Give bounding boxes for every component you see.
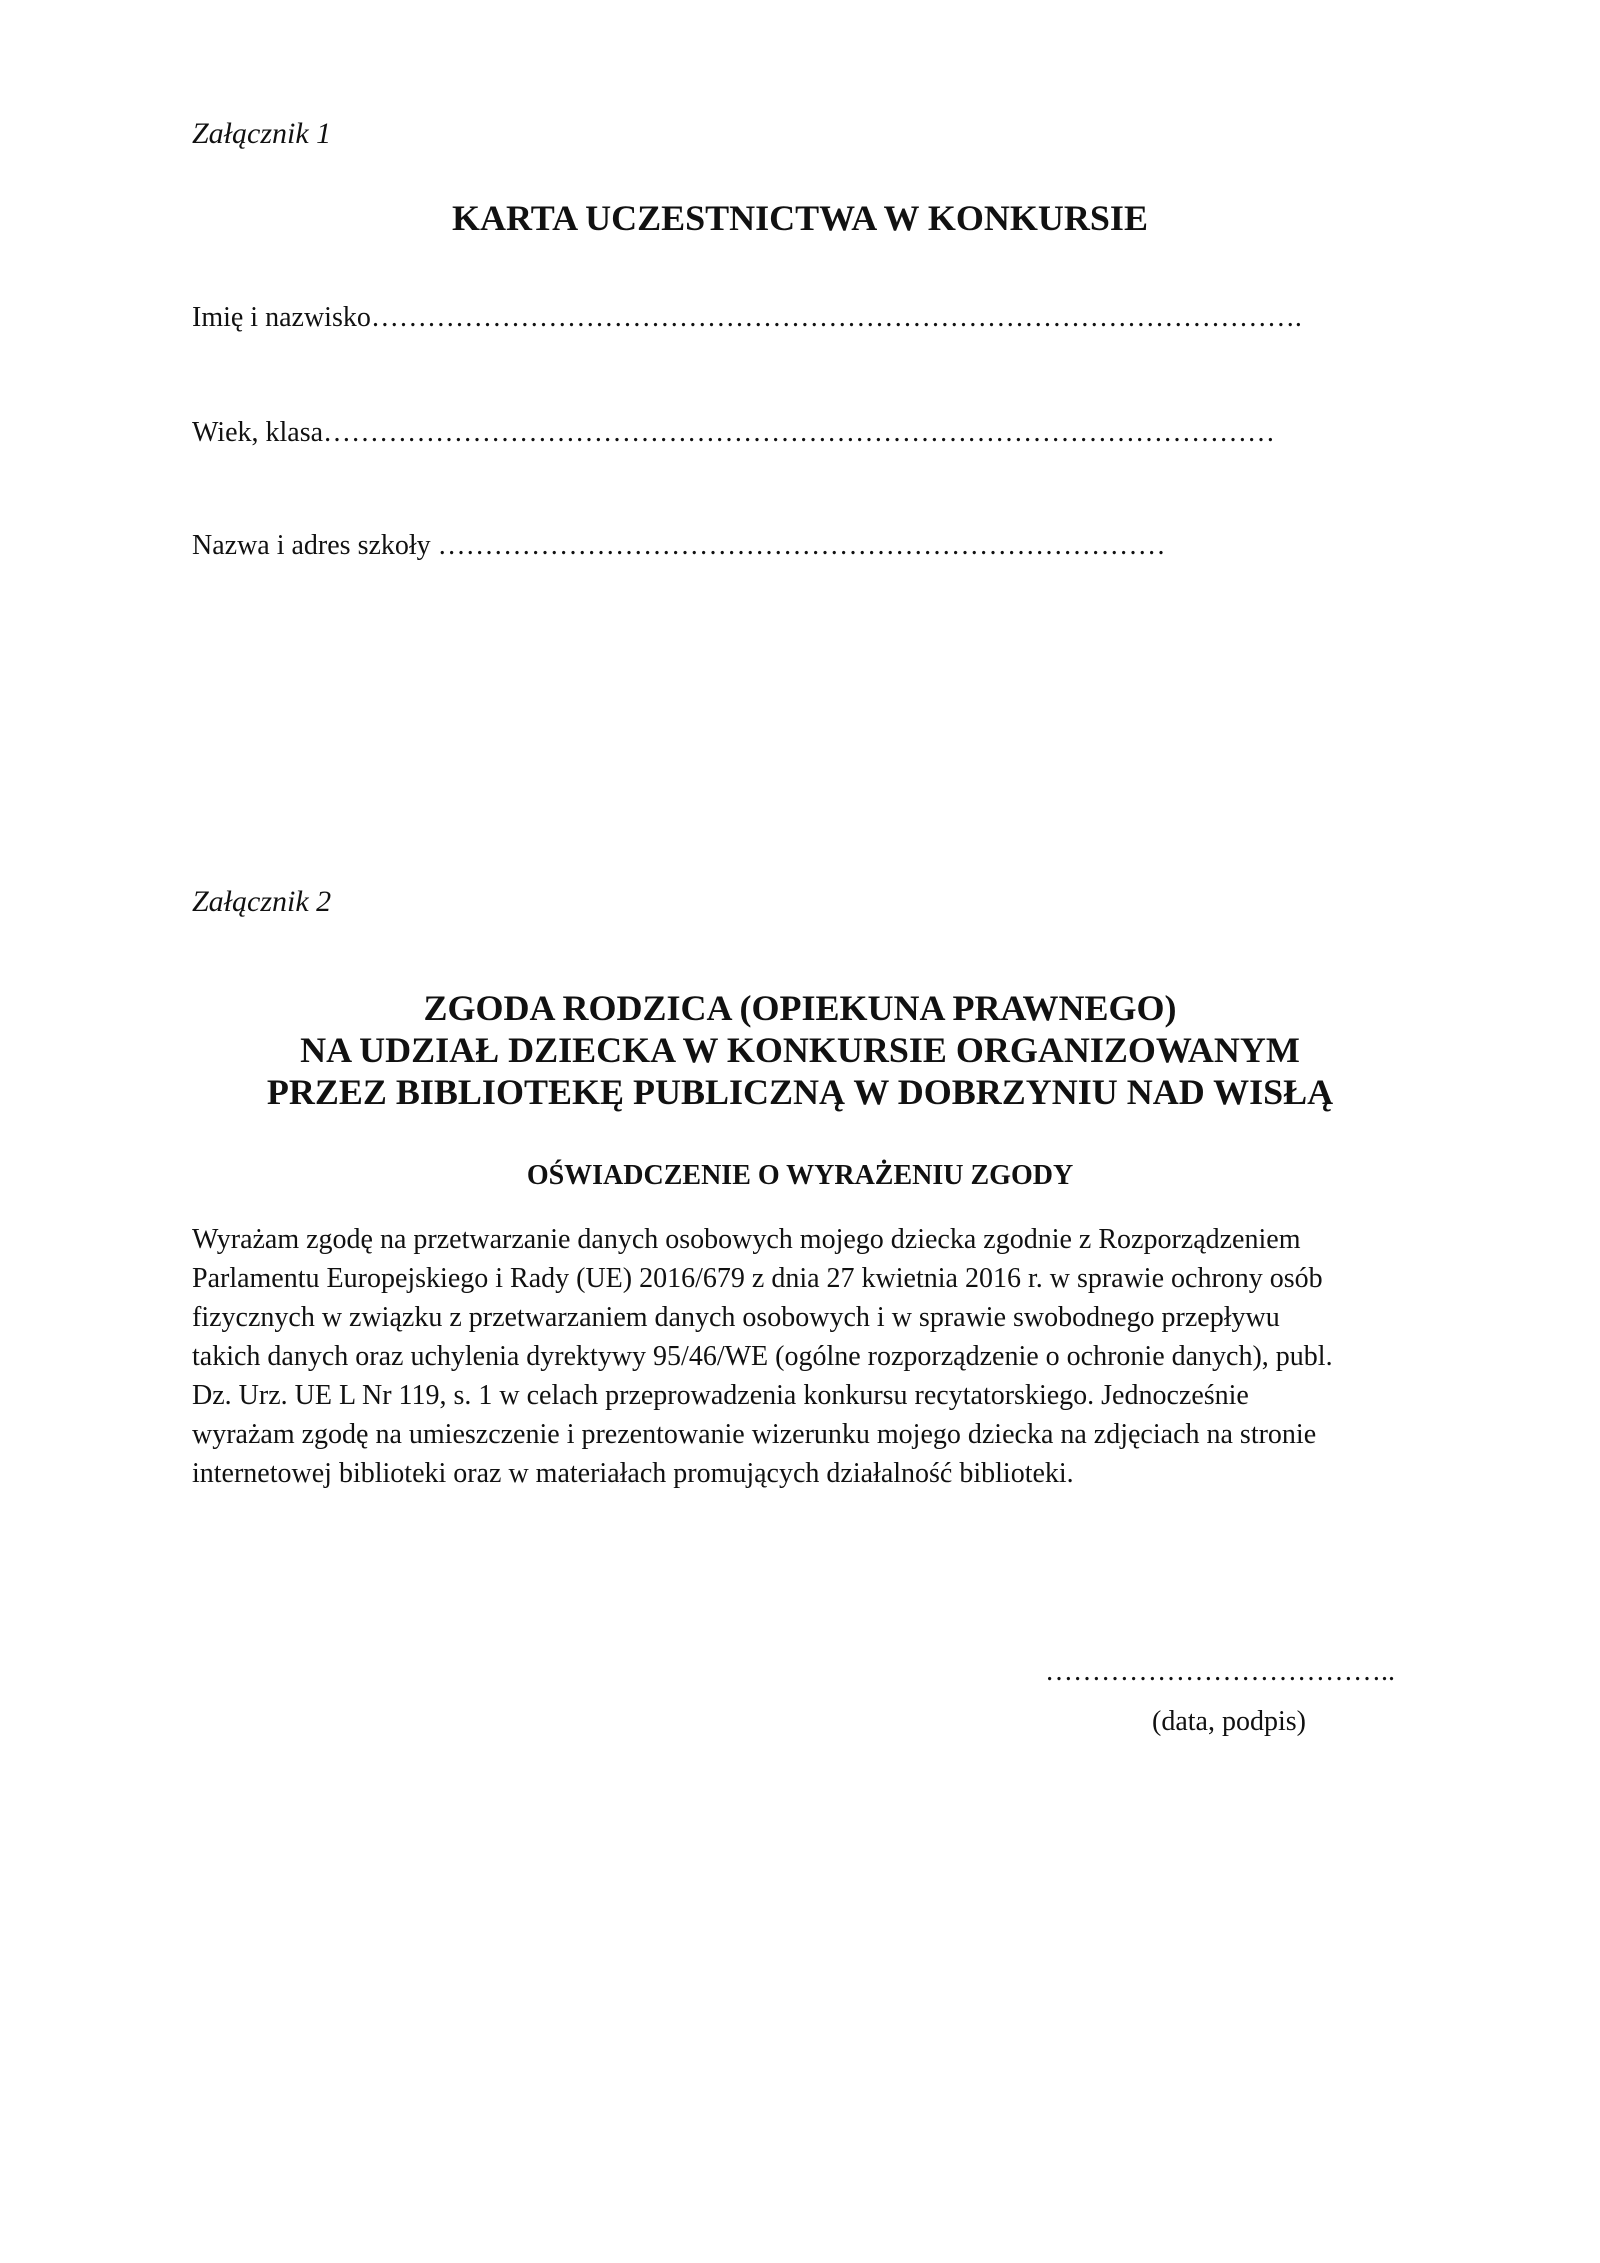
title-line: ZGODA RODZICA (OPIEKUNA PRAWNEGO) xyxy=(423,988,1177,1028)
age-class-field[interactable]: Wiek, klasa………………………………………………………………………………………… xyxy=(192,417,1276,448)
title-line: NA UDZIAŁ DZIECKA W KONKURSIE ORGANIZOWANYM xyxy=(300,1030,1300,1070)
attachment-1-label: Załącznik 1 xyxy=(192,117,332,150)
school-name-address-field[interactable]: Nazwa i adres szkoły …………………………………………………………………… xyxy=(192,530,1166,561)
date-signature-caption: (data, podpis) xyxy=(1152,1706,1306,1737)
consent-statement-text xyxy=(192,1220,1432,1493)
statement-line: takich danych oraz uchylenia dyrektywy 95/46/WE (ogólne rozporządzenie o ochronie danych), publ. xyxy=(192,1341,1333,1372)
statement-line: Parlamentu Europejskiego i Rady (UE) 2016/679 z dnia 27 kwietnia 2016 r. w sprawie ochrony osób xyxy=(192,1263,1323,1294)
attachment-2-label: Załącznik 2 xyxy=(192,885,332,918)
statement-line: internetowej biblioteki oraz w materiałach promujących działalność biblioteki. xyxy=(192,1458,1074,1489)
parental-consent-title xyxy=(0,987,1600,1113)
statement-line: Dz. Urz. UE L Nr 119, s. 1 w celach przeprowadzenia konkursu recytatorskiego. Jednocześnie xyxy=(192,1380,1249,1411)
name-field[interactable]: Imię i nazwisko………………………………………………………………………………………. xyxy=(192,302,1302,333)
statement-line: Wyrażam zgodę na przetwarzanie danych osobowych mojego dziecka zgodnie z Rozporządzeniem xyxy=(192,1224,1301,1255)
date-signature-field[interactable]: ……………………………….. xyxy=(1045,1656,1395,1687)
title-line: PRZEZ BIBLIOTEKĘ PUBLICZNĄ W DOBRZYNIU NAD WISŁĄ xyxy=(266,1072,1334,1112)
statement-line: fizycznych w związku z przetwarzaniem danych osobowych i w sprawie swobodnego przepływu xyxy=(192,1302,1280,1333)
participation-card-title: KARTA UCZESTNICTWA W KONKURSIE xyxy=(452,198,1148,238)
statement-line: wyrażam zgodę na umieszczenie i prezentowanie wizerunku mojego dziecka na zdjęciach na stronie xyxy=(192,1419,1317,1450)
consent-statement-heading: OŚWIADCZENIE O WYRAŻENIU ZGODY xyxy=(526,1160,1074,1191)
